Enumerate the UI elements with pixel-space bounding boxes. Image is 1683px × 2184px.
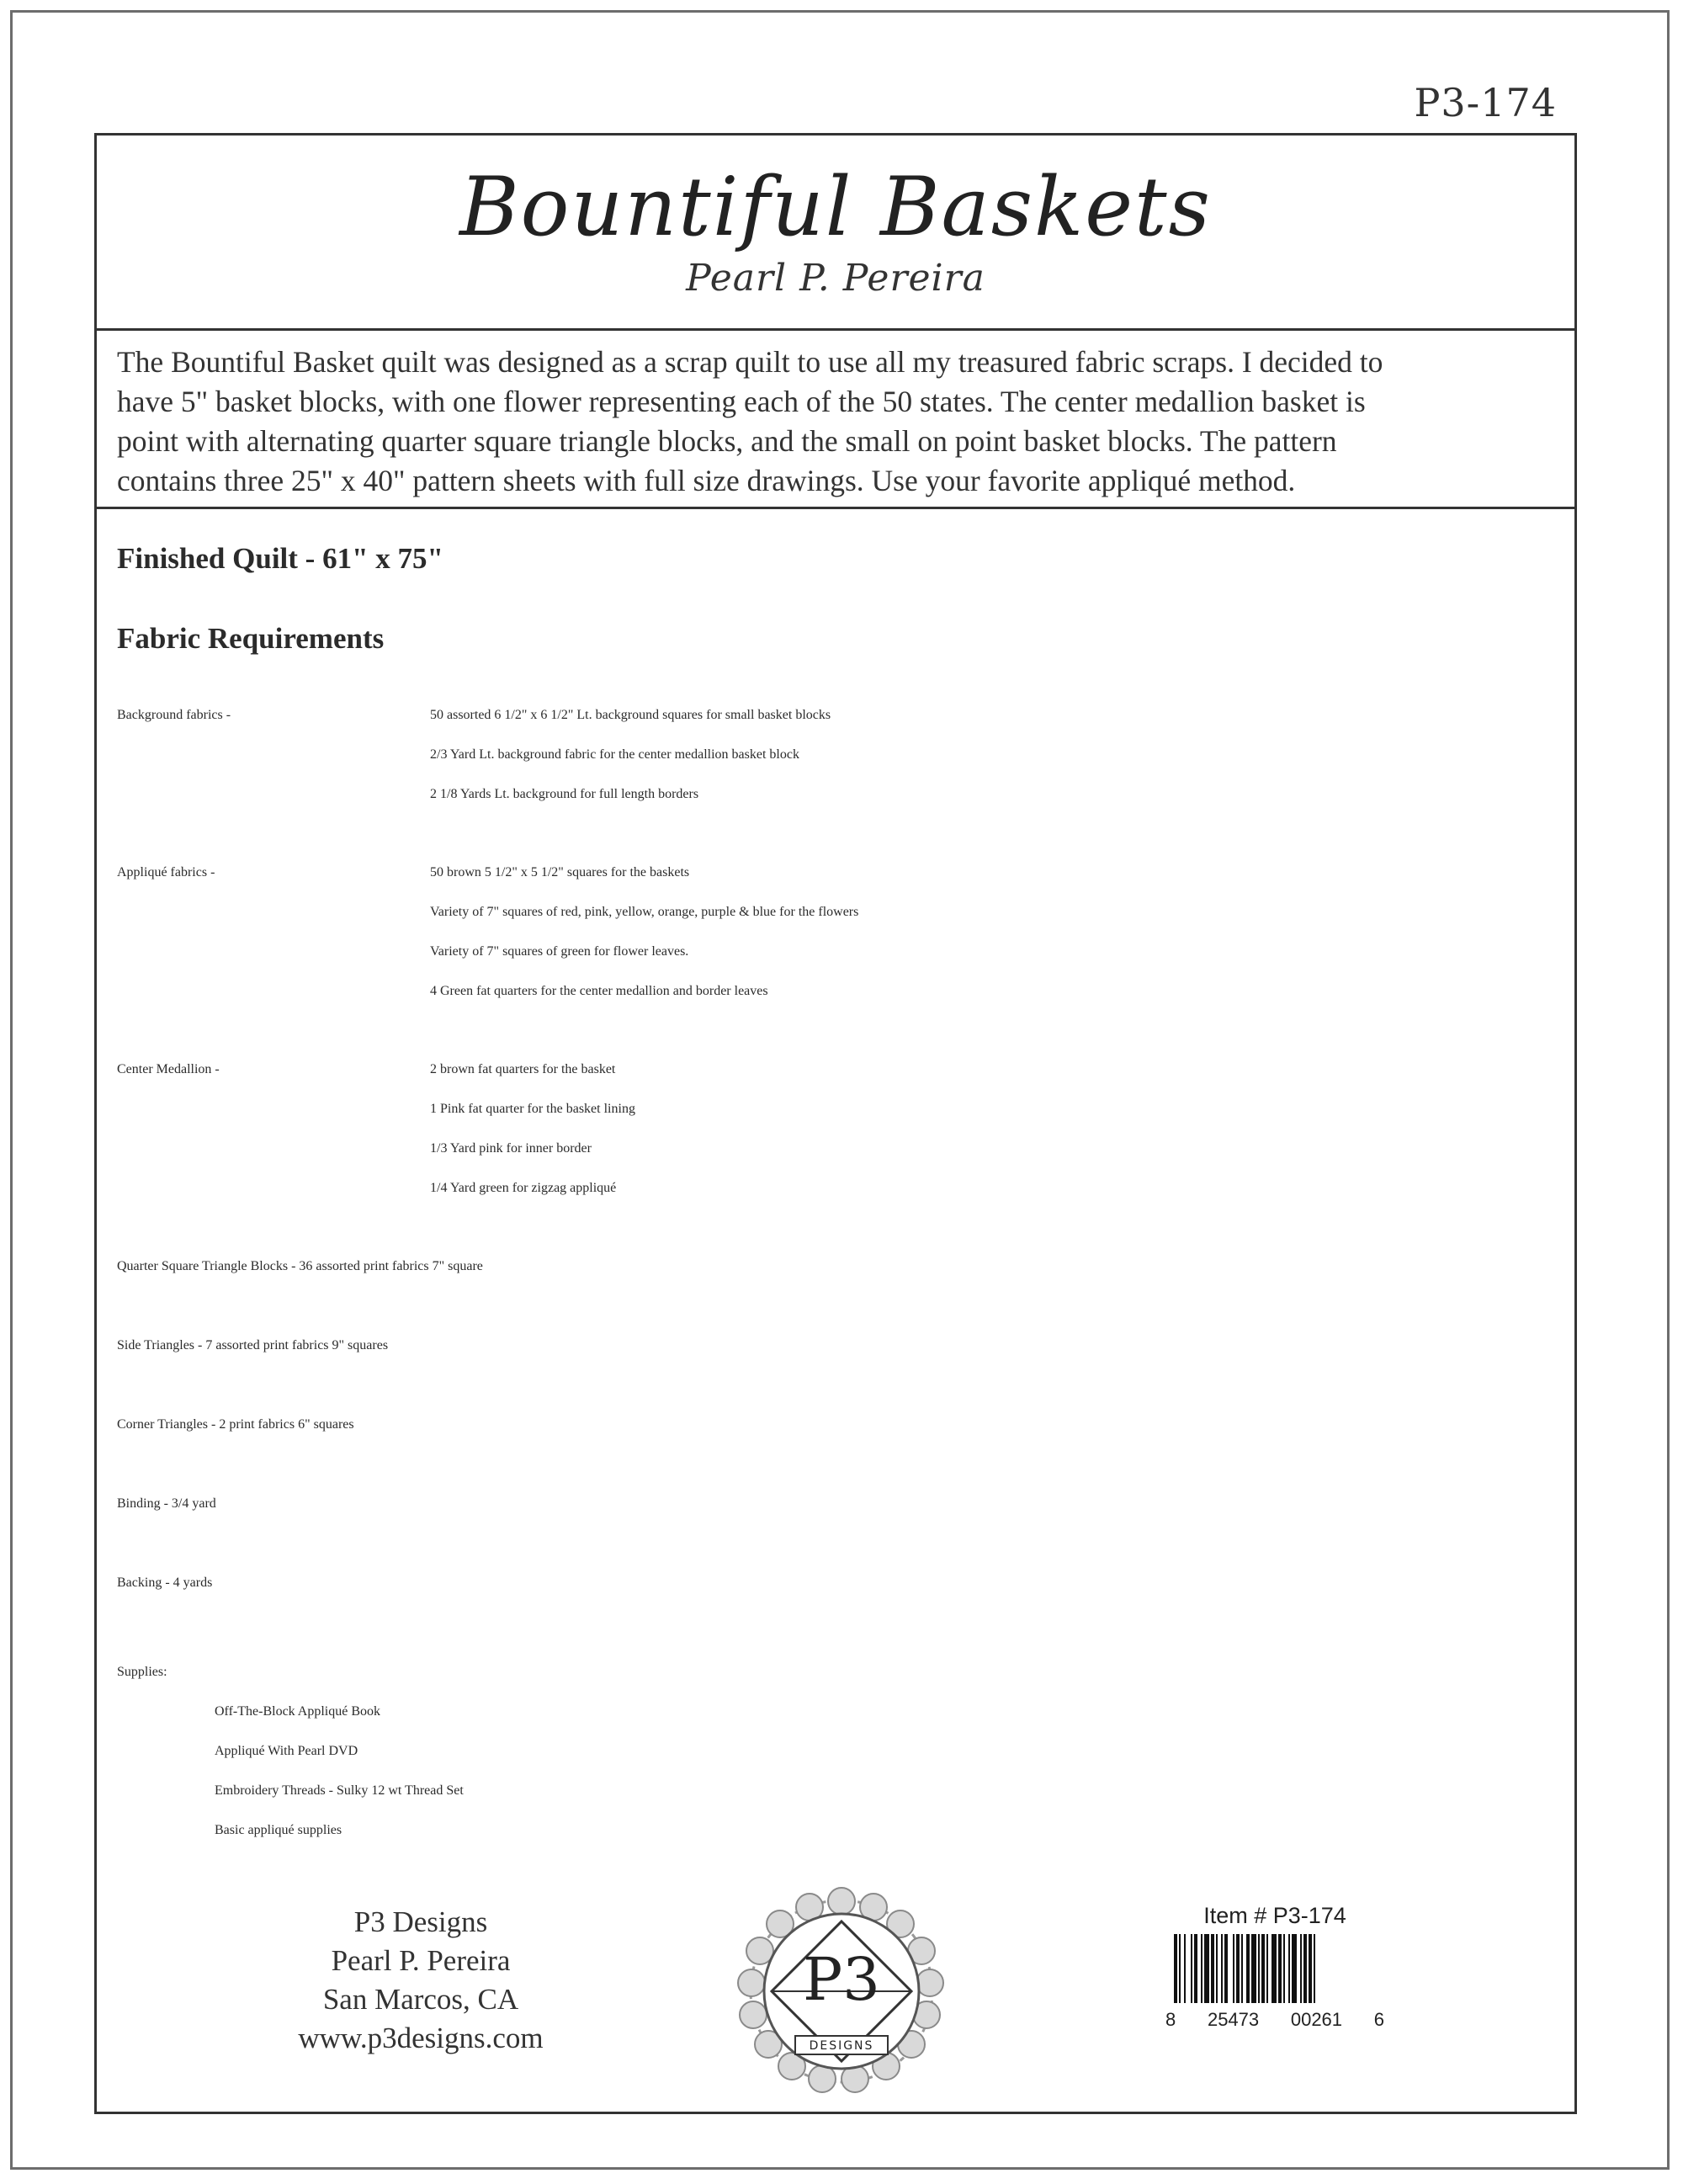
intro-line: contains three 25" x 40" pattern sheets with full size drawings. Use your favorite appliqué method.	[117, 464, 1296, 497]
author-name: Pearl P. Pereira	[686, 257, 985, 300]
binding: Binding - 3/4 yard	[117, 1496, 216, 1511]
barcode-bar	[1174, 1934, 1177, 2003]
supplies-list	[215, 1692, 464, 1850]
intro-line: have 5" basket blocks, with one flower representing each of the 50 states. The center medallion basket is	[117, 385, 1366, 418]
fabric-requirements-heading: Fabric Requirements	[117, 622, 385, 655]
barcode-digit-group: 25473	[1207, 2009, 1260, 2030]
requirement-line: 1 Pink fat quarter for the basket lining	[430, 1102, 635, 1116]
barcode-bar	[1303, 1934, 1307, 2003]
designer-name: Pearl P. Pereira	[331, 1944, 511, 1977]
group-label: Appliqué fabrics -	[117, 865, 215, 879]
item-code: P3-174	[1414, 80, 1557, 125]
finished-quilt-size: Finished Quilt - 61" x 75"	[117, 542, 443, 575]
barcode-bar	[1261, 1934, 1265, 2003]
p3-designs-logo	[736, 1886, 947, 2096]
barcode-bar	[1251, 1934, 1256, 2003]
barcode-bar	[1236, 1934, 1240, 2003]
requirement-line: 2/3 Yard Lt. background fabric for the center medallion basket block	[430, 747, 799, 762]
barcode-bar	[1246, 1934, 1250, 2003]
barcode-bar	[1204, 1934, 1209, 2003]
barcode-bar	[1201, 1934, 1203, 2003]
barcode-bar	[1283, 1934, 1285, 2003]
barcode-digit: 6	[1373, 2009, 1384, 2030]
header	[97, 136, 1574, 331]
company-name: P3 Designs	[353, 1905, 488, 1938]
barcode-bar	[1272, 1934, 1277, 2003]
requirement-line: 50 assorted 6 1/2" x 6 1/2" Lt. background squares for small basket blocks	[430, 708, 831, 722]
barcode-bar	[1221, 1934, 1223, 2003]
barcode-bar	[1258, 1934, 1260, 2003]
intro-paragraph	[97, 331, 1574, 509]
supply-item: Embroidery Threads - Sulky 12 wt Thread Set	[215, 1783, 464, 1798]
barcode-bar	[1211, 1934, 1214, 2003]
barcode-bar	[1184, 1934, 1186, 2003]
barcode-bar	[1224, 1934, 1228, 2003]
logo-subtext: DESIGNS	[809, 2039, 874, 2053]
intro-line: point with alternating quarter square triangle blocks, and the small on point basket blocks. The pattern	[117, 424, 1337, 458]
requirement-line: 2 1/8 Yards Lt. background for full length borders	[430, 787, 699, 801]
barcode-bar	[1300, 1934, 1302, 2003]
barcode-bar	[1288, 1934, 1290, 2003]
supply-item: Basic appliqué supplies	[215, 1823, 342, 1837]
requirement-line: 1/4 Yard green for zigzag appliqué	[430, 1181, 617, 1195]
barcode-bar	[1216, 1934, 1218, 2003]
barcode-bar	[1314, 1934, 1315, 2003]
barcode-icon	[1165, 1934, 1384, 2003]
address-block	[231, 1903, 610, 2058]
side-triangles: Side Triangles - 7 assorted print fabrics 9" squares	[117, 1338, 389, 1352]
barcode-bar	[1292, 1934, 1297, 2003]
requirement-line: 50 brown 5 1/2" x 5 1/2" squares for the baskets	[430, 865, 690, 879]
backing: Backing - 4 yards	[117, 1576, 213, 1590]
corner-triangles: Corner Triangles - 2 print fabrics 6" squares	[117, 1417, 354, 1432]
page-title: Bountiful Baskets	[459, 160, 1212, 254]
group-label: Background fabrics -	[117, 708, 231, 722]
group-label: Center Medallion -	[117, 1062, 220, 1076]
city: San Marcos, CA	[322, 1983, 519, 2016]
supply-item: Off-The-Block Appliqué Book	[215, 1704, 381, 1719]
pattern-card	[94, 133, 1577, 2114]
requirement-line: 1/3 Yard pink for inner border	[430, 1141, 592, 1156]
requirement-line: 2 brown fat quarters for the basket	[430, 1062, 616, 1076]
barcode-bar	[1194, 1934, 1197, 2003]
intro-line: The Bountiful Basket quilt was designed as a scrap quilt to use all my treasured fabric scraps. I decided to	[117, 345, 1383, 379]
barcode-bar	[1266, 1934, 1268, 2003]
supply-item: Appliqué With Pearl DVD	[215, 1744, 358, 1758]
barcode-bar	[1278, 1934, 1282, 2003]
requirement-line: 4 Green fat quarters for the center medallion and border leaves	[430, 984, 768, 998]
barcode-bar	[1191, 1934, 1192, 2003]
barcode-digit: 8	[1165, 2009, 1176, 2030]
requirement-line: Variety of 7" squares of red, pink, yellow, orange, purple & blue for the flowers	[430, 905, 859, 919]
barcode-bar	[1233, 1934, 1234, 2003]
barcode-digit-group: 00261	[1290, 2009, 1343, 2030]
supplies-label: Supplies:	[117, 1665, 167, 1679]
barcode-digits	[1165, 2009, 1384, 2031]
barcode-area	[1165, 1903, 1384, 2031]
logo-text: P3	[803, 1945, 880, 2014]
item-number-label: Item # P3-174	[1203, 1903, 1346, 1928]
requirement-line: Variety of 7" squares of green for flower leaves.	[430, 944, 689, 959]
barcode-bar	[1179, 1934, 1181, 2003]
barcode-bar	[1241, 1934, 1243, 2003]
website-link[interactable]: www.p3designs.com	[298, 2022, 544, 2054]
barcode-bar	[1309, 1934, 1312, 2003]
quarter-square-triangle-blocks: Quarter Square Triangle Blocks - 36 assorted print fabrics 7" square	[117, 1259, 483, 1273]
